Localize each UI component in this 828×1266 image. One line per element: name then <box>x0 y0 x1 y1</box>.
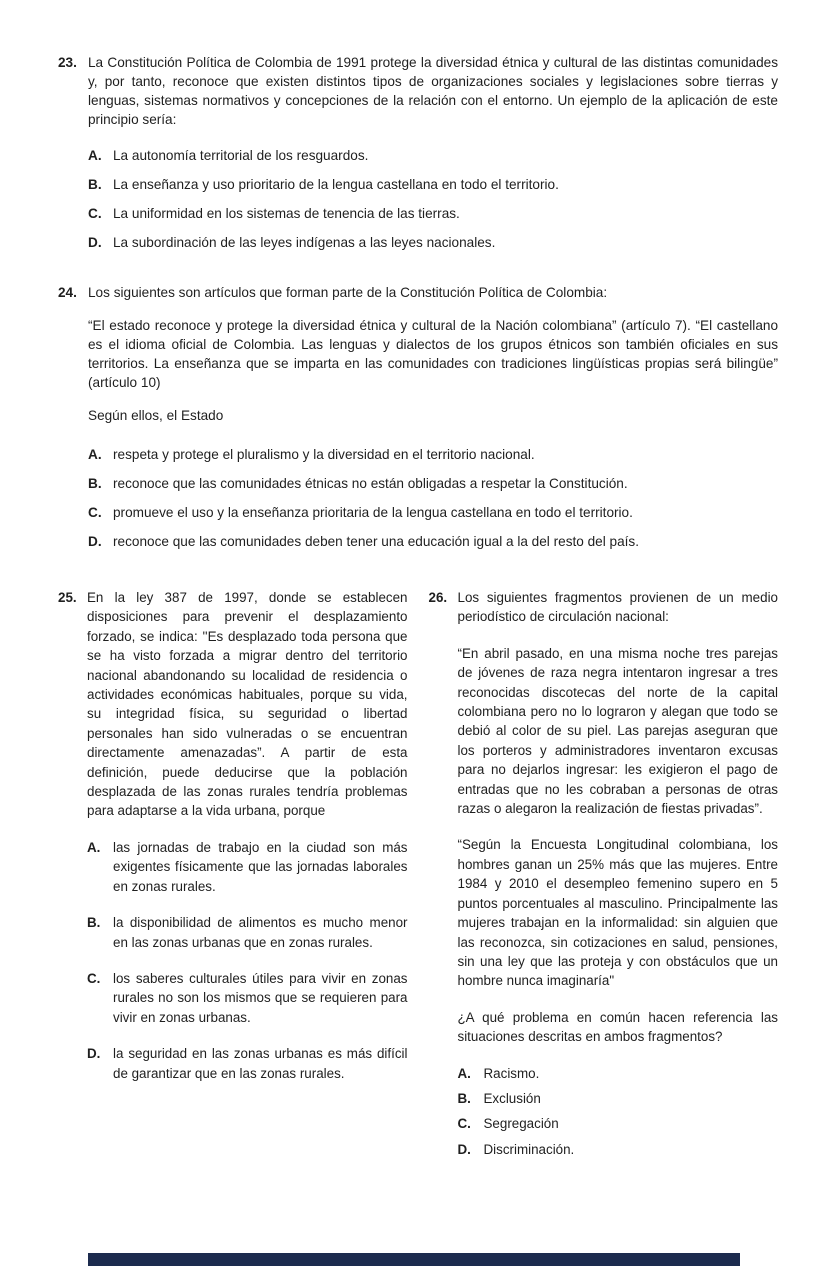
question-24 <box>58 283 778 561</box>
option-text: reconoce que las comunidades étnicas no están obligadas a respetar la Constitución. <box>113 476 628 491</box>
question-26-number: 26. <box>428 590 448 605</box>
question-26-text: Los siguientes fragmentos provienen de un medio periodístico de circulación nacional: <box>457 590 778 625</box>
option-letter: D. <box>88 235 102 250</box>
option-text: la disponibilidad de alimentos es mucho menor en las zonas urbanas que en zonas rurales. <box>113 915 408 950</box>
question-24-leadin: Según ellos, el Estado <box>88 408 224 423</box>
option-text: La enseñanza y uso prioritario de la lengua castellana en todo el territorio. <box>113 177 559 192</box>
option-letter: C. <box>88 505 102 520</box>
option-26-a <box>458 1064 779 1083</box>
option-text: promueve el uso y la enseñanza prioritaria de la lengua castellana en todo el territorio. <box>113 505 633 520</box>
option-24-a <box>88 445 778 464</box>
option-letter: B. <box>88 177 102 192</box>
question-24-number: 24. <box>58 285 77 300</box>
option-26-c <box>458 1114 779 1133</box>
option-text: La uniformidad en los sistemas de tenencia de las tierras. <box>113 206 460 221</box>
option-24-c <box>88 503 778 522</box>
option-text: los saberes culturales útiles para vivir en zonas rurales no son los mismos que se requieren para vivir en zonas urbanas. <box>113 970 408 1025</box>
option-text: Exclusión <box>483 1090 541 1106</box>
question-26-quote-2: “Según la Encuesta Longitudinal colombiana, los hombres ganan un 25% más que las mujeres. Entre 1984 y 2010 el desempleo femenino supero en 5 puntos porcentuales al masculino. Principalmente las mujeres trabajan en la informalidad: sin alguien que las reconozca, sin cotizaciones en salud, pensiones, sin una ley que las proteja y con obstáculos que un hombre nunca imaginaría" <box>457 837 778 989</box>
question-26-leadin: ¿A qué problema en común hacen referencia las situaciones descritas en ambos fragmentos? <box>457 1009 778 1045</box>
option-text: La autonomía territorial de los resguardos. <box>113 148 369 163</box>
option-24-d <box>88 532 778 551</box>
question-25 <box>58 588 408 1165</box>
option-24-b <box>88 474 778 493</box>
question-26 <box>429 588 779 1165</box>
option-text: reconoce que las comunidades deben tener una educación igual a la del resto del país. <box>113 534 639 549</box>
option-letter: C. <box>87 970 101 986</box>
option-letter: A. <box>88 447 102 462</box>
option-23-b <box>88 175 778 194</box>
option-25-d <box>87 1044 408 1083</box>
question-25-text: En la ley 387 de 1997, donde se establecen disposiciones para prevenir el desplazamiento forzado, se indica: ''Es desplazado toda persona que se ha visto forzada a migrar dentro del territorio nacional abandonando su localidad de residencia o actividades económicas habituales, porque su vida, su integridad física, su seguridad o libertad personales han sido vulneradas o se encuentran directamente amenazadas”. A partir de esta definición, puede deducirse que la población desplazada de las zonas rurales tendría problemas para adaptarse a la vida urbana, porque <box>87 590 408 819</box>
option-letter: D. <box>87 1046 101 1062</box>
question-25-options <box>87 838 408 1083</box>
option-text: la seguridad en las zonas urbanas es más difícil de garantizar que en las zonas rurales. <box>113 1046 408 1081</box>
option-letter: A. <box>87 839 101 855</box>
option-letter: A. <box>457 1065 471 1081</box>
option-23-d <box>88 233 778 252</box>
question-25-number: 25. <box>58 590 77 605</box>
option-26-d <box>458 1140 779 1159</box>
option-letter: C. <box>88 206 102 221</box>
question-23-number: 23. <box>58 55 77 70</box>
option-letter: B. <box>87 915 101 931</box>
footer-bar <box>88 1253 740 1266</box>
question-23-options <box>88 146 778 252</box>
option-text: Discriminación. <box>483 1141 575 1157</box>
option-text: Segregación <box>483 1116 559 1132</box>
question-23 <box>58 53 778 262</box>
option-letter: B. <box>457 1090 471 1106</box>
question-23-text: La Constitución Política de Colombia de 1991 protege la diversidad étnica y cultural de las distintas comunidades y, por tanto, reconoce que existen distintos tipos de organizaciones sociales y legislaciones sobre tierras y lenguas, sistemas normativos y concepciones de la relación con el entorno. Un ejemplo de la aplicación de este principio sería: <box>88 55 778 127</box>
question-26-quote-1: “En abril pasado, en una misma noche tres parejas de jóvenes de raza negra intentaron ingresar a tres reconocidas discotecas del norte de la capital colombiana pero no lo lograron y alegan que todo se debió al color de su piel. Las parejas aseguran que los porteros y administradores inventaron excusas para no dejarlos ingresar: les exigieron el pago de entradas que no les cobraban a personas de otras razas o alegaron la realización de fiestas privadas”. <box>457 645 778 817</box>
option-25-b <box>87 913 408 952</box>
option-letter: B. <box>88 476 102 491</box>
option-26-b <box>458 1089 779 1108</box>
question-24-text: Los siguientes son artículos que forman parte de la Constitución Política de Colombia: <box>88 285 608 300</box>
option-23-a <box>88 146 778 165</box>
option-letter: D. <box>457 1141 471 1157</box>
option-text: La subordinación de las leyes indígenas a las leyes nacionales. <box>113 235 496 250</box>
option-23-c <box>88 204 778 223</box>
option-letter: C. <box>457 1116 471 1132</box>
question-24-options <box>88 445 778 551</box>
option-25-a <box>87 838 408 896</box>
question-26-options <box>458 1064 779 1160</box>
option-text: respeta y protege el pluralismo y la diversidad en el territorio nacional. <box>113 447 535 462</box>
question-24-quote: “El estado reconoce y protege la diversidad étnica y cultural de la Nación colombiana” (artículo 7). “El castellano es el idioma oficial de Colombia. Las lenguas y dialectos de los grupos étnicos son también oficiales en sus territorios. La enseñanza que se imparta en las comunidades con tradiciones lingüísticas propias será bilingüe” (artículo 10) <box>88 318 778 390</box>
option-letter: D. <box>88 534 102 549</box>
two-column-section <box>58 588 778 1165</box>
option-text: las jornadas de trabajo en la ciudad son más exigentes físicamente que las jornadas laborales en zonas rurales. <box>113 839 408 894</box>
option-letter: A. <box>88 148 102 163</box>
option-text: Racismo. <box>483 1065 540 1081</box>
option-25-c <box>87 969 408 1027</box>
